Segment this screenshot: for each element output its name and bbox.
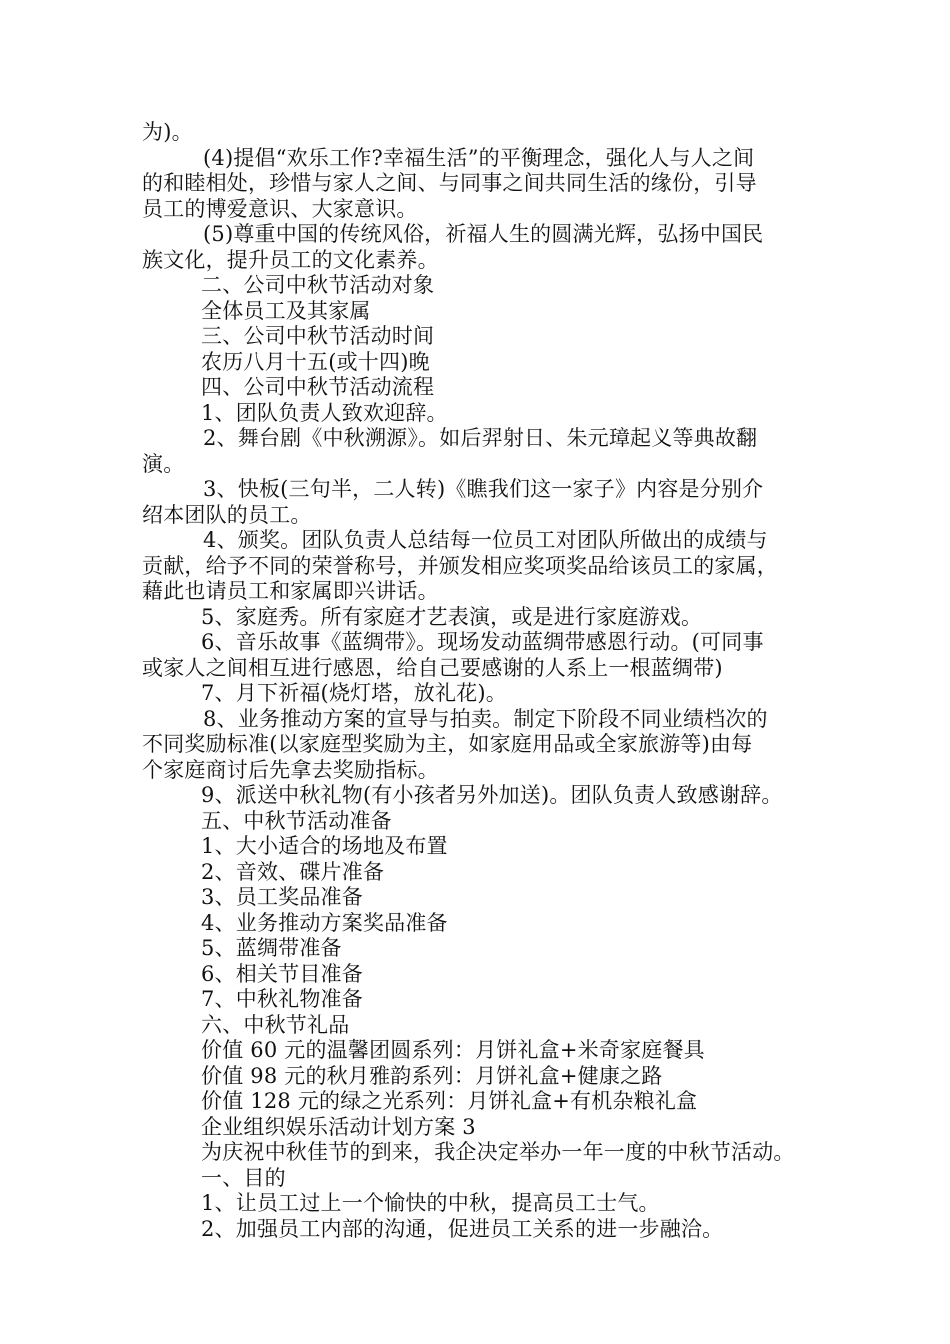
document-title: 企业组织娱乐活动计划方案 3 (201, 1114, 476, 1139)
list-item: 7、月下祈福(烧灯塔，放礼花)。 (201, 681, 507, 705)
text-line: 员工的博爱意识、大家意识。 (142, 196, 418, 221)
text-line: 农历八月十五(或十四)晚 (201, 349, 430, 374)
list-item: 1、团队负责人致欢迎辞。 (201, 400, 448, 425)
text-line: 不同奖励标准(以家庭型奖励为主，如家庭用品或全家旅游等)由每 (142, 732, 753, 756)
section-heading: 三、公司中秋节活动时间 (201, 324, 435, 348)
list-item: 2、舞台剧《中秋溯源》。如后羿射日、朱元璋起义等典故翻 (203, 426, 758, 450)
text-line: 的和睦相处，珍惜与家人之间、与同事之间共同生活的缘份，引导 (142, 171, 757, 195)
list-item: 2、音效、碟片准备 (201, 859, 385, 884)
section-heading: 六、中秋节礼品 (201, 1012, 350, 1037)
section-heading: 五、中秋节活动准备 (201, 808, 392, 833)
text-line: 贡献，给予不同的荣誉称号，并颁发相应奖项奖品给该员工的家属， (142, 553, 778, 578)
text-line: 或家人之间相互进行感恩，给自己要感谢的人系上一根蓝绸带) (142, 655, 723, 680)
text-line: 绍本团队的员工。 (142, 502, 312, 527)
text-line: 为庆祝中秋佳节的到来，我企决定举办一年一度的中秋节活动。 (201, 1140, 795, 1164)
list-item: 4、业务推动方案奖品准备 (201, 910, 448, 935)
section-heading: 二、公司中秋节活动对象 (201, 273, 435, 297)
list-item: 价值 98 元的秋月雅韵系列：月饼礼盒+健康之路 (201, 1063, 663, 1088)
list-item: 3、员工奖品准备 (201, 885, 363, 909)
list-item: 3、快板(三句半，二人转)《瞧我们这一家子》内容是分别介 (203, 477, 764, 501)
section-heading: 一、目的 (201, 1165, 286, 1190)
text-line: 为)。 (142, 120, 193, 144)
list-item: 5、家庭秀。所有家庭才艺表演，或是进行家庭游戏。 (201, 604, 703, 629)
list-item: 价值 60 元的温馨团圆系列：月饼礼盒+米奇家庭餐具 (201, 1038, 705, 1062)
text-line: (4)提倡“欢乐工作?幸福生活”的平衡理念，强化人与人之间 (203, 145, 755, 170)
list-item: 2、加强员工内部的沟通，促进员工关系的进一步融洽。 (201, 1216, 724, 1241)
list-item: 7、中秋礼物准备 (201, 987, 363, 1011)
list-item: 9、派送中秋礼物(有小孩者另外加送)。团队负责人致感谢辞。 (201, 783, 783, 807)
section-heading: 四、公司中秋节活动流程 (201, 375, 435, 399)
list-item: 1、让员工过上一个愉快的中秋，提高员工士气。 (201, 1191, 660, 1215)
list-item: 6、音乐故事《蓝绸带》。现场发动蓝绸带感恩行动。(可同事 (201, 630, 764, 654)
list-item: 价值 128 元的绿之光系列：月饼礼盒+有机杂粮礼盒 (201, 1089, 698, 1113)
text-line: (5)尊重中国的传统风俗，祈福人生的圆满光辉，弘扬中国民 (203, 222, 764, 246)
text-line: 演。 (142, 451, 185, 476)
text-line: 族文化，提升员工的文化素养。 (142, 247, 439, 272)
document-body (142, 120, 814, 1242)
list-item: 6、相关节目准备 (201, 961, 363, 986)
text-line: 个家庭商讨后先拿去奖励指标。 (142, 757, 439, 782)
text-line: 藉此也请员工和家属即兴讲话。 (142, 579, 439, 603)
text-line: 全体员工及其家属 (201, 298, 371, 323)
list-item: 8、业务推动方案的宣导与拍卖。制定下阶段不同业绩档次的 (203, 706, 768, 731)
list-item: 1、大小适合的场地及布置 (201, 834, 448, 858)
list-item: 4、颁奖。团队负责人总结每一位员工对团队所做出的成绩与 (203, 528, 768, 552)
list-item: 5、蓝绸带准备 (201, 936, 342, 960)
